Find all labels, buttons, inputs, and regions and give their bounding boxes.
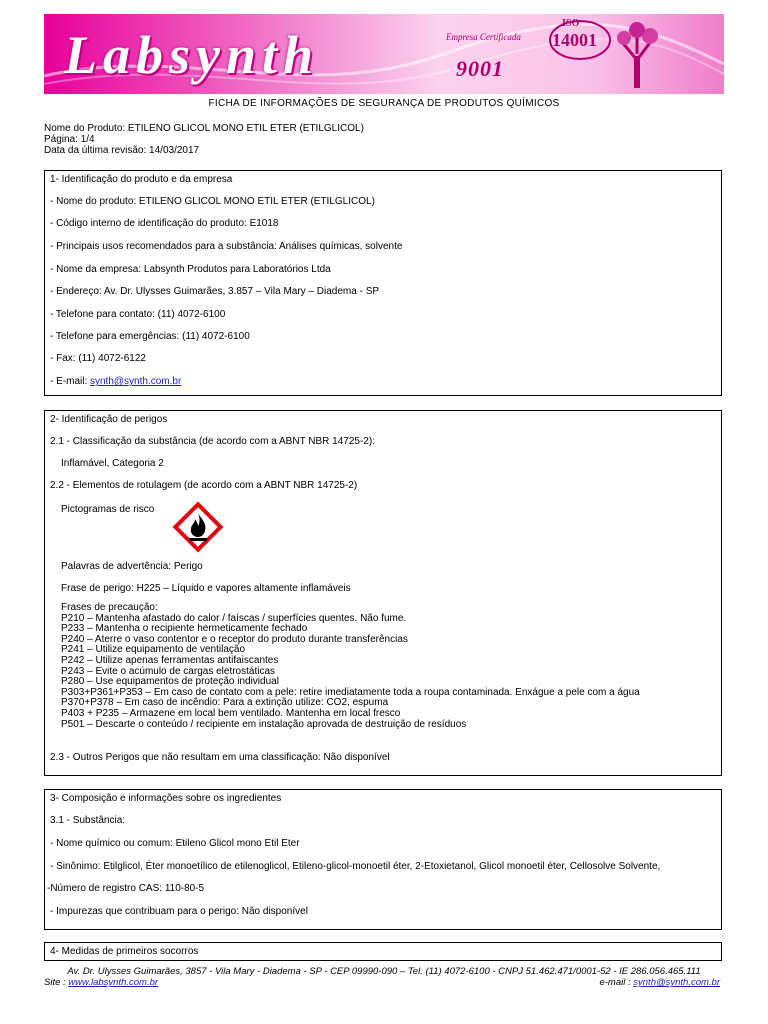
site-link[interactable]: www.labsynth.com.br: [68, 977, 159, 988]
iso-14001-badge: 14001: [552, 30, 597, 50]
list-item: P241 – Utilize equipamento de ventilação: [61, 644, 246, 656]
product-name-field: - Nome do produto: ETILENO GLICOL MONO ETIL ETER (ETILGLICOL): [50, 196, 375, 207]
header-banner: [44, 14, 724, 94]
list-item: P233 – Mantenha o recipiente hermeticamente fechado: [61, 623, 308, 635]
certification-label: Empresa Certificada: [446, 32, 521, 42]
pictogram-label: Pictogramas de risco: [61, 504, 155, 515]
subsection-2-2: 2.2 - Elementos de rotulagem (de acordo com a ABNT NBR 14725-2): [50, 480, 358, 491]
revision-date-line: Data da última revisão: 14/03/2017: [44, 145, 200, 156]
flame-pictogram-icon: [171, 500, 225, 554]
company-field: - Nome da empresa: Labsynth Produtos para Laboratórios Ltda: [50, 264, 331, 275]
address-field: - Endereço: Av. Dr. Ulysses Guimarães, 3.857 – Vila Mary – Diadema - SP: [50, 286, 380, 297]
footer-email: [599, 977, 720, 988]
synonyms-field: - Sinônimo: Etilglicol, Éter monoetílico de etilenoglicol, Etileno-glicol-monoetil éter, 2-Etoxietanol, Glicol monoetil éter, Cellosolve Solvente,: [50, 861, 661, 872]
site-label: Site :: [44, 977, 69, 988]
contact-phone-field: - Telefone para contato: (11) 4072-6100: [50, 309, 226, 320]
section-4-heading: 4- Medidas de primeiros socorros: [50, 946, 199, 957]
impurities-field: - Impurezas que contribuam para o perigo: Não disponível: [50, 906, 308, 917]
section-1-heading: 1- Identificação do produto e da empresa: [50, 174, 233, 185]
footer-contacts: [44, 977, 720, 988]
email-link[interactable]: synth@synth.com.br: [90, 376, 182, 387]
section-4-first-aid: [44, 942, 722, 961]
email-label: - E-mail:: [50, 376, 90, 387]
subsection-2-1: 2.1 - Classificação da substância (de acordo com a ABNT NBR 14725-2):: [50, 436, 375, 447]
precaution-heading: Frases de precaução:: [61, 602, 158, 613]
hazard-phrase: Frase de perigo: H225 – Líquido e vapores altamente inflamáveis: [61, 583, 351, 594]
list-item: P501 – Descarte o conteúdo / recipiente em instalação aprovada de destruição de resíduos: [61, 718, 467, 730]
footer-address: Av. Dr. Ulysses Guimarães, 3857 - Vila Mary - Diadema - SP - CEP 09990-090 – Tel. (11) 4072-6100 - CNPJ 51.462.471/0001-52 - IE 286.056.465.111: [67, 966, 701, 977]
list-item: P303+P361+P353 – Em caso de contato com a pele: retire imediatamente toda a roupa contaminada. Enxágue a pele com a água: [61, 686, 640, 698]
precaution-phrases: [61, 603, 640, 730]
internal-code-field: - Código interno de identificação do produto: E1018: [50, 218, 279, 229]
list-item: P280 – Use equipamentos de proteção individual: [61, 676, 279, 688]
list-item: P240 – Aterre o vaso contentor e o receptor do produto durante transferências: [61, 633, 408, 645]
list-item: P243 – Evite o acúmulo de cargas eletrostáticas: [61, 665, 276, 677]
brand-logo: Labsynth: [64, 25, 320, 85]
footer-email-link[interactable]: synth@synth.com.br: [633, 977, 720, 988]
tree-icon: [612, 20, 662, 90]
classification-value: Inflamável, Categoria 2: [61, 458, 164, 469]
iso-label: ISO: [562, 18, 580, 29]
list-item: P403 + P235 – Armazene em local bem ventilado. Mantenha em local fresco: [61, 707, 401, 719]
section-3-composition: [44, 789, 722, 930]
product-name-line: Nome do Produto: ETILENO GLICOL MONO ETIL ETER (ETILGLICOL): [44, 123, 364, 134]
cas-number-field: -Número de registro CAS: 110-80-5: [47, 883, 205, 894]
section-1-identification: [44, 170, 722, 396]
document-title: FICHA DE INFORMAÇÕES DE SEGURANÇA DE PRODUTOS QUÍMICOS: [208, 98, 560, 109]
section-2-hazards: [44, 410, 722, 776]
document-meta: [44, 123, 364, 156]
subsection-3-1: 3.1 - Substância:: [50, 815, 126, 826]
list-item: P242 – Utilize apenas ferramentas antifaiscantes: [61, 654, 279, 666]
chemical-name-field: - Nome químico ou comum: Etileno Glicol mono Etil Eter: [50, 838, 300, 849]
iso-9001-badge: 9001: [456, 56, 504, 81]
section-3-heading: 3- Composição e informações sobre os ingredientes: [50, 793, 282, 804]
footer-email-label: e-mail :: [599, 977, 634, 988]
subsection-2-3: 2.3 - Outros Perigos que não resultam em uma classificação: Não disponível: [50, 752, 390, 763]
section-2-heading: 2- Identificação de perigos: [50, 414, 168, 425]
uses-field: - Principais usos recomendados para a substância: Análises químicas, solvente: [50, 241, 403, 252]
list-item: P370+P378 – Em caso de incêndio: Para a extinção utilize: CO2, espuma: [61, 697, 389, 709]
page-number-line: Página: 1/4: [44, 134, 95, 145]
signal-word: Palavras de advertência: Perigo: [61, 561, 203, 572]
list-item: P210 – Mantenha afastado do calor / faíscas / superfícies quentes. Não fume.: [61, 612, 407, 624]
emergency-phone-field: - Telefone para emergências: (11) 4072-6100: [50, 331, 250, 342]
email-field: [50, 376, 181, 387]
fax-field: - Fax: (11) 4072-6122: [50, 353, 146, 364]
